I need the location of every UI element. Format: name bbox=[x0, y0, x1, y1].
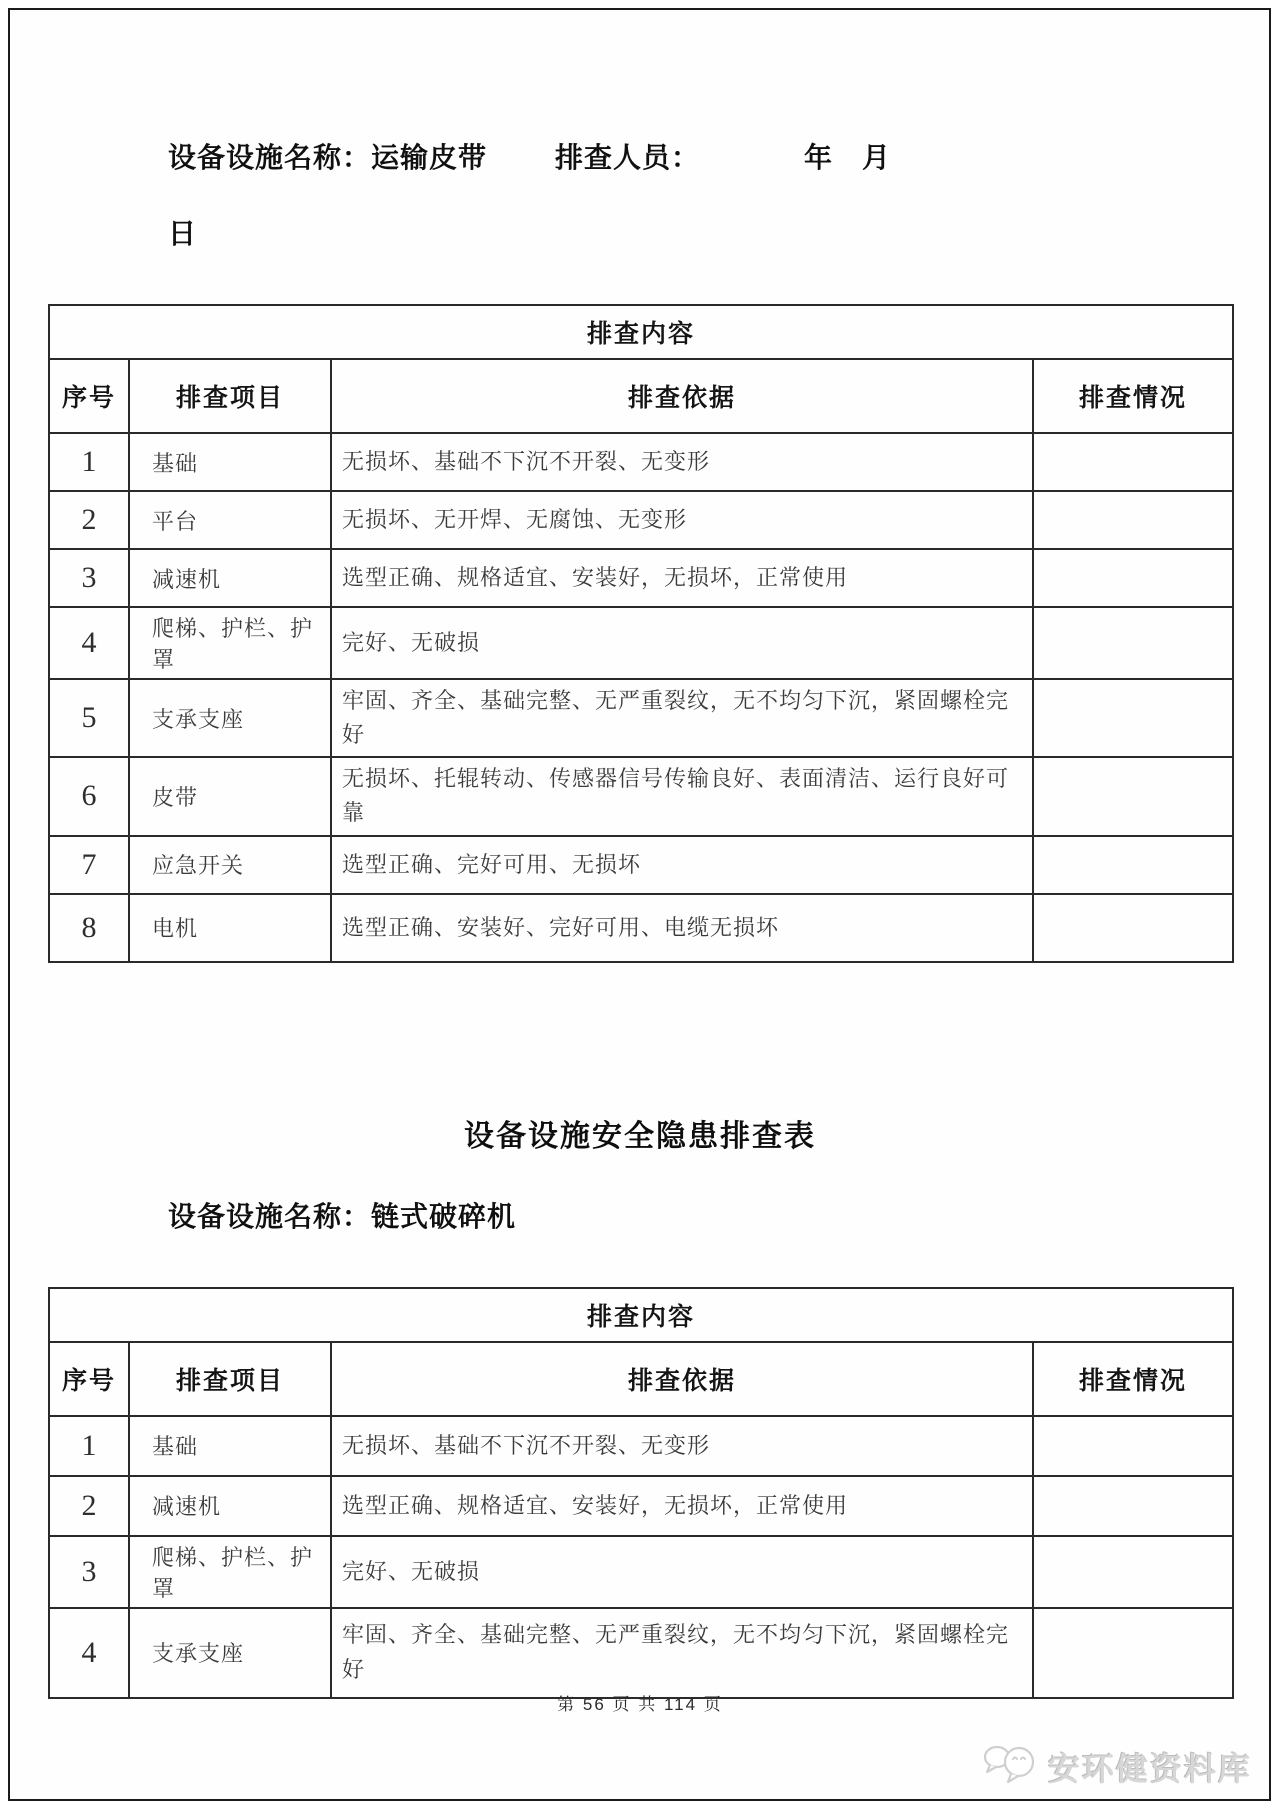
section1-header-line bbox=[48, 142, 1232, 174]
cell-inspect-item: 支承支座 bbox=[129, 679, 331, 757]
cell-serial-no: 3 bbox=[49, 1536, 129, 1608]
transport-belt-inspection-table bbox=[48, 304, 1234, 962]
cell-inspect-item: 基础 bbox=[129, 433, 331, 491]
cell-inspect-item: 爬梯、护栏、护罩 bbox=[129, 1536, 331, 1608]
cell-inspect-item: 平台 bbox=[129, 491, 331, 549]
table-row bbox=[49, 894, 1233, 962]
content-header-label: 排查内容 bbox=[49, 305, 1233, 359]
column-header-3: 排查情况 bbox=[1033, 359, 1233, 433]
date-wrap-line: 日 bbox=[168, 218, 197, 250]
cell-serial-no: 1 bbox=[49, 433, 129, 491]
table-row bbox=[49, 1476, 1233, 1536]
cell-serial-no: 5 bbox=[49, 679, 129, 757]
cell-inspect-item: 减速机 bbox=[129, 1476, 331, 1536]
cell-serial-no: 4 bbox=[49, 1608, 129, 1698]
table-row bbox=[49, 679, 1233, 757]
cell-serial-no: 2 bbox=[49, 491, 129, 549]
content-header-row bbox=[49, 305, 1233, 359]
section2-equipment-name: 设备设施名称：链式破碎机 bbox=[168, 1200, 517, 1232]
date-label: 年 月 bbox=[804, 142, 892, 173]
section2-title: 设备设施安全隐患排查表 bbox=[464, 1119, 816, 1153]
cell-inspect-basis: 选型正确、规格适宜、安装好，无损坏，正常使用 bbox=[331, 549, 1033, 607]
column-header-row bbox=[49, 359, 1233, 433]
cell-inspect-status bbox=[1033, 607, 1233, 679]
watermark-text: 安环健资料库 bbox=[1047, 1750, 1252, 1787]
cell-inspect-status bbox=[1033, 433, 1233, 491]
table-row bbox=[49, 757, 1233, 835]
cell-inspect-item: 支承支座 bbox=[129, 1608, 331, 1698]
wechat-chat-bubbles-icon bbox=[982, 1742, 1040, 1791]
cell-inspect-basis: 牢固、齐全、基础完整、无严重裂纹，无不均匀下沉，紧固螺栓完好 bbox=[331, 679, 1033, 757]
cell-serial-no: 4 bbox=[49, 607, 129, 679]
cell-inspect-item: 应急开关 bbox=[129, 836, 331, 894]
page-number-footer: 第 56 页 共 114 页 bbox=[557, 1695, 723, 1714]
column-header-3: 排查情况 bbox=[1033, 1342, 1233, 1416]
cell-inspect-basis: 选型正确、完好可用、无损坏 bbox=[331, 836, 1033, 894]
cell-inspect-status bbox=[1033, 836, 1233, 894]
cell-inspect-status bbox=[1033, 757, 1233, 835]
cell-inspect-item: 减速机 bbox=[129, 549, 331, 607]
cell-serial-no: 2 bbox=[49, 1476, 129, 1536]
cell-inspect-status bbox=[1033, 1476, 1233, 1536]
cell-inspect-basis: 完好、无破损 bbox=[331, 1536, 1033, 1608]
cell-serial-no: 8 bbox=[49, 894, 129, 962]
column-header-1: 排查项目 bbox=[129, 359, 331, 433]
table-row bbox=[49, 549, 1233, 607]
column-header-2: 排查依据 bbox=[331, 1342, 1033, 1416]
cell-inspect-basis: 完好、无破损 bbox=[331, 607, 1033, 679]
cell-inspect-item: 电机 bbox=[129, 894, 331, 962]
cell-inspect-basis: 无损坏、基础不下沉不开裂、无变形 bbox=[331, 1416, 1033, 1476]
column-header-0: 序号 bbox=[49, 359, 129, 433]
cell-inspect-basis: 选型正确、规格适宜、安装好，无损坏，正常使用 bbox=[331, 1476, 1033, 1536]
cell-inspect-item: 爬梯、护栏、护罩 bbox=[129, 607, 331, 679]
cell-inspect-basis: 无损坏、托辊转动、传感器信号传输良好、表面清洁、运行良好可靠 bbox=[331, 757, 1033, 835]
cell-inspect-status bbox=[1033, 1416, 1233, 1476]
table-row bbox=[49, 1416, 1233, 1476]
cell-inspect-status bbox=[1033, 491, 1233, 549]
cell-inspect-item: 基础 bbox=[129, 1416, 331, 1476]
table-row bbox=[49, 433, 1233, 491]
cell-inspect-basis: 无损坏、基础不下沉不开裂、无变形 bbox=[331, 433, 1033, 491]
chain-crusher-inspection-table bbox=[48, 1287, 1234, 1699]
cell-inspect-item: 皮带 bbox=[129, 757, 331, 835]
cell-inspect-status bbox=[1033, 549, 1233, 607]
table-row bbox=[49, 491, 1233, 549]
table-row bbox=[49, 607, 1233, 679]
cell-inspect-status bbox=[1033, 1536, 1233, 1608]
table-row bbox=[49, 836, 1233, 894]
cell-serial-no: 1 bbox=[49, 1416, 129, 1476]
cell-inspect-basis: 无损坏、无开焊、无腐蚀、无变形 bbox=[331, 491, 1033, 549]
column-header-2: 排查依据 bbox=[331, 359, 1033, 433]
column-header-1: 排查项目 bbox=[129, 1342, 331, 1416]
document-content bbox=[48, 0, 1232, 1699]
watermark bbox=[982, 1742, 1252, 1791]
cell-inspect-basis: 选型正确、安装好、完好可用、电缆无损坏 bbox=[331, 894, 1033, 962]
cell-inspect-status bbox=[1033, 1608, 1233, 1698]
cell-serial-no: 7 bbox=[49, 836, 129, 894]
column-header-0: 序号 bbox=[49, 1342, 129, 1416]
inspector-label: 排查人员： bbox=[555, 142, 701, 173]
cell-inspect-status bbox=[1033, 894, 1233, 962]
content-header-row bbox=[49, 1288, 1233, 1342]
cell-serial-no: 6 bbox=[49, 757, 129, 835]
content-header-label: 排查内容 bbox=[49, 1288, 1233, 1342]
table-row bbox=[49, 1536, 1233, 1608]
cell-serial-no: 3 bbox=[49, 549, 129, 607]
cell-inspect-basis: 牢固、齐全、基础完整、无严重裂纹，无不均匀下沉，紧固螺栓完好 bbox=[331, 1608, 1033, 1698]
equipment-name-label: 设备设施名称：运输皮带 bbox=[168, 142, 488, 173]
cell-inspect-status bbox=[1033, 679, 1233, 757]
column-header-row bbox=[49, 1342, 1233, 1416]
table-row bbox=[49, 1608, 1233, 1698]
